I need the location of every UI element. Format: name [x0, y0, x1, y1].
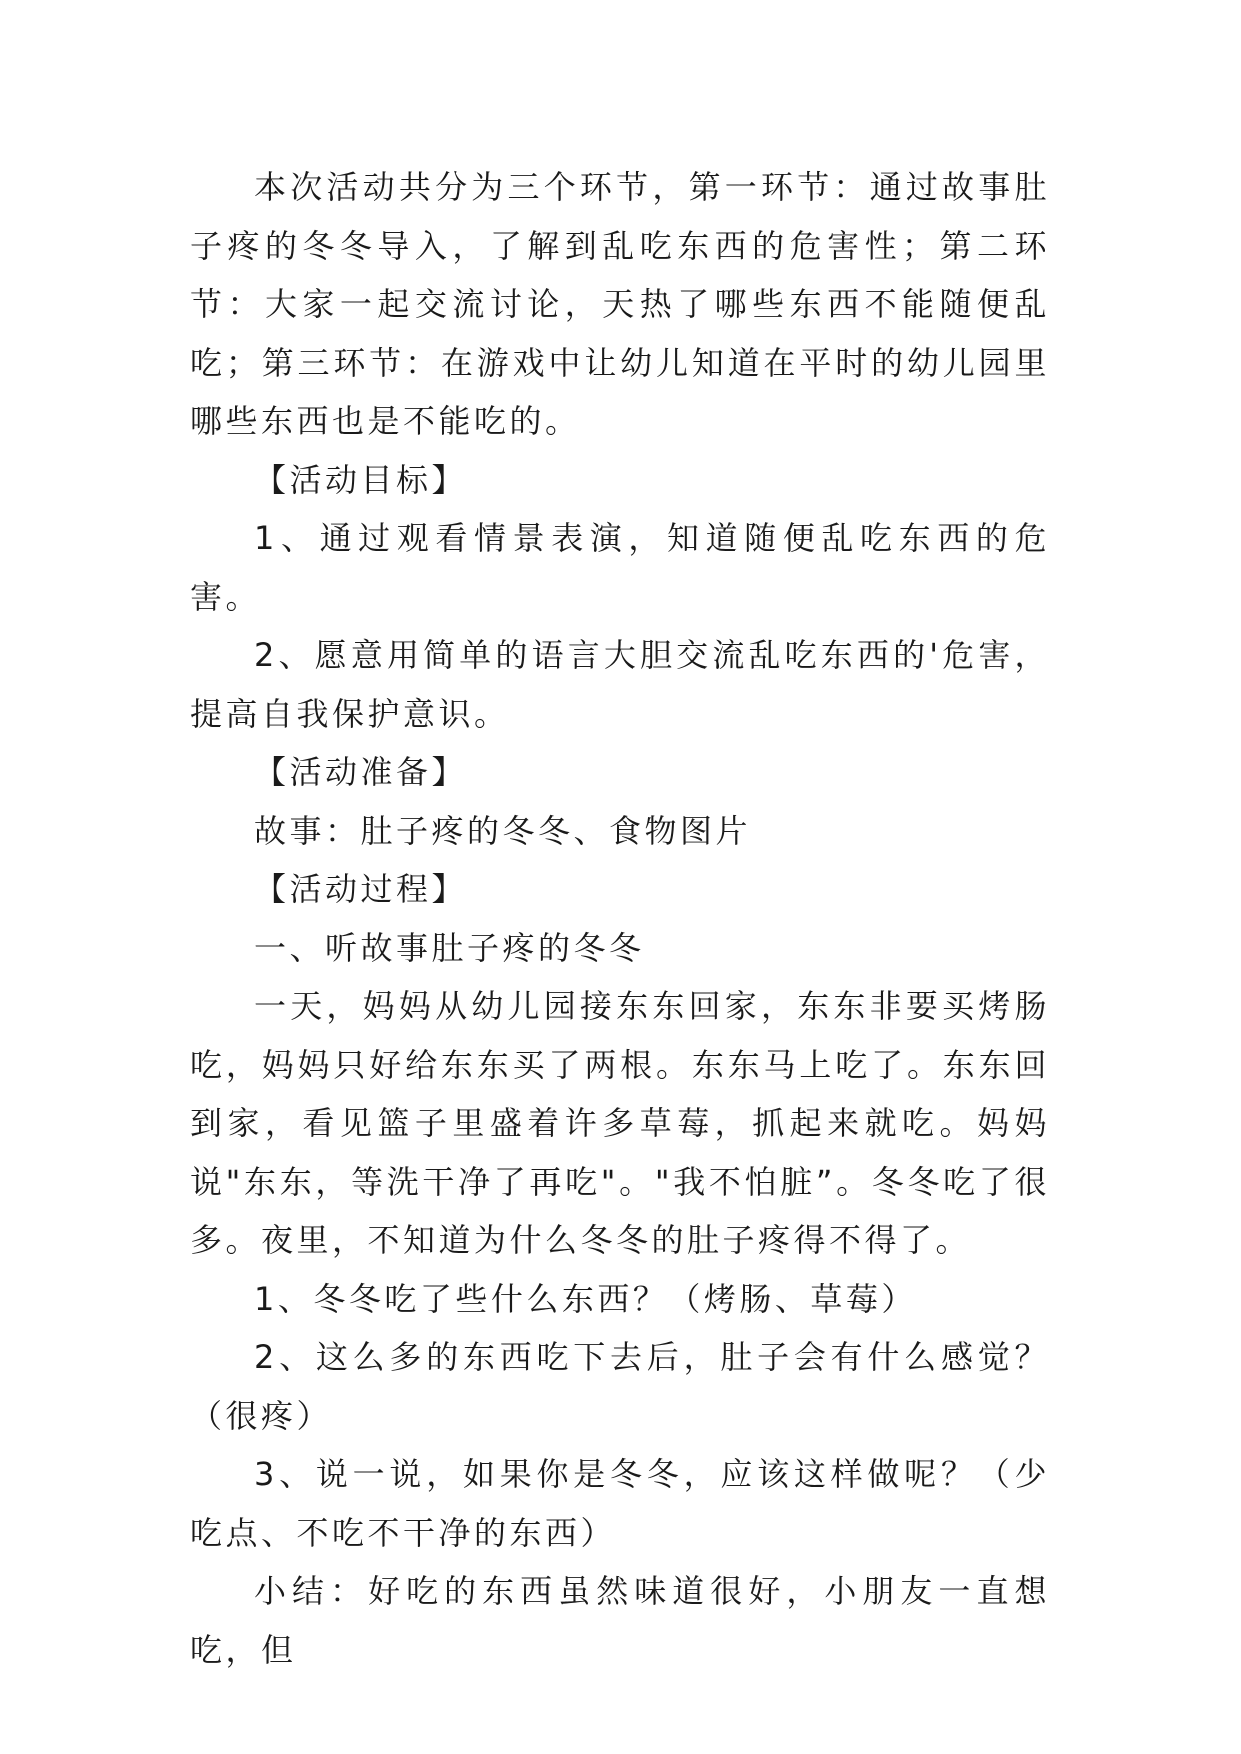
- heading-activity-goals: 【活动目标】: [254, 460, 468, 499]
- heading-activity-process: 【活动过程】: [254, 870, 468, 908]
- goal-item-1: 1、通过观看情景表演，知道随便乱吃东西的危害。: [190, 519, 1050, 616]
- paragraph-intro: 本次活动共分为三个环节，第一环节：通过故事肚子疼的冬冬导入，了解到乱吃东西的危害性；第二环节：大家一起交流讨论，天热了哪些东西不能随便乱吃；第三环节：在游戏中让幼儿知道在平时的幼儿园里哪些东西也是不能吃的。: [190, 168, 1050, 440]
- question-3: 3、说一说，如果你是冬冬，应该这样做呢？（少吃点、不吃不干净的东西）: [190, 1455, 1050, 1552]
- goal-item-2: 2、愿意用简单的语言大胆交流乱吃东西的'危害，提高自我保护意识。: [190, 636, 1050, 733]
- preparation-text: 故事：肚子疼的冬冬、食物图片: [254, 811, 752, 850]
- process-step-1-title: 一、听故事肚子疼的冬冬: [254, 928, 645, 967]
- heading-activity-preparation: 【活动准备】: [254, 753, 468, 791]
- story-paragraph: 一天，妈妈从幼儿园接东东回家，东东非要买烤肠吃，妈妈只好给东东买了两根。东东马上吃了。东东回到家，看见篮子里盛着许多草莓，抓起来就吃。妈妈说"东东，等洗干净了再吃"。"我不怕脏”。冬冬吃了很多。夜里，不知道为什么冬冬的肚子疼得不得了。: [190, 987, 1050, 1259]
- question-2: 2、这么多的东西吃下去后，肚子会有什么感觉？（很疼）: [190, 1338, 1050, 1435]
- document-body: [190, 158, 1050, 1679]
- summary-paragraph: 小结：好吃的东西虽然味道很好，小朋友一直想吃，但: [190, 1572, 1050, 1669]
- question-1: 1、冬冬吃了些什么东西？（烤肠、草莓）: [254, 1279, 917, 1318]
